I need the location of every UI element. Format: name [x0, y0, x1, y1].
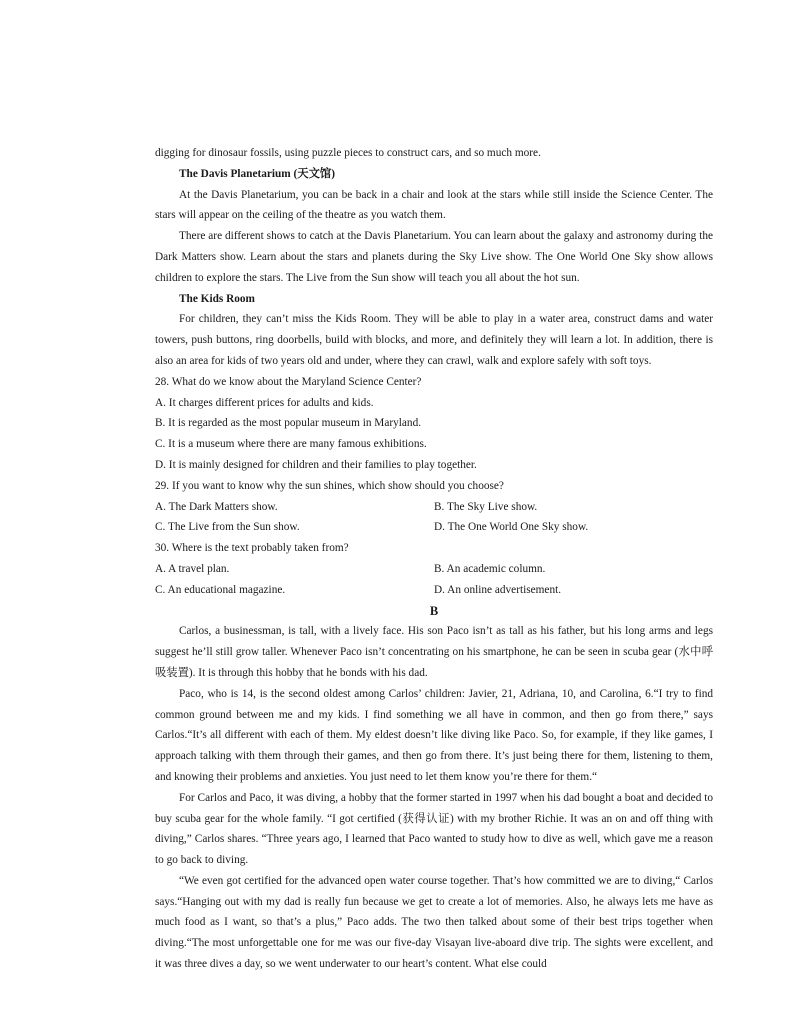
question-29-option-a: A. The Dark Matters show. [155, 500, 278, 513]
question-30-option-a: A. A travel plan. [155, 562, 230, 575]
question-28-stem: 28. What do we know about the Maryland Science Center? [155, 375, 422, 388]
question-30-options-row-1 [155, 559, 713, 580]
question-28-option-c: C. It is a museum where there are many famous exhibitions. [155, 438, 427, 451]
question-30-option-b: B. An academic column. [434, 562, 546, 575]
heading-kids-room: The Kids Room [179, 292, 255, 305]
question-28-option-b: B. It is regarded as the most popular museum in Maryland. [155, 417, 422, 430]
question-29-options-row-2 [155, 517, 713, 538]
question-30-option-c: C. An educational magazine. [155, 583, 286, 596]
question-30-stem: 30. Where is the text probably taken from? [155, 542, 349, 555]
question-28-option-a: A. It charges different prices for adults and kids. [155, 396, 374, 409]
paragraph-planetarium-shows: There are different shows to catch at the Davis Planetarium. You can learn about the galaxy and astronomy during the Dark Matters show. Learn about the stars and planets during the Sky Live show. The One World One Sky show allows children to explore the stars. The Live from the Sun show will teach you all about the hot sun. [155, 230, 713, 284]
paragraph-continuation: digging for dinosaur fossils, using puzzle pieces to construct cars, and so much more. [155, 147, 541, 159]
question-28-option-d: D. It is mainly designed for children and their families to play together. [155, 458, 477, 471]
question-30-options-row-2 [155, 580, 713, 601]
question-29-options-row-1 [155, 497, 713, 518]
paragraph-carlos-intro: Carlos, a businessman, is tall, with a lively face. His son Paco isn’t as tall as his father, but his long arms and legs suggest he’ll still grow taller. Whenever Paco isn’t concentrating on his smartphone, he can be seen in scuba gear (水中呼吸装置). It is through this hobby that he bonds with his dad. [155, 625, 713, 679]
heading-davis-planetarium: The Davis Planetarium (天文馆) [179, 167, 335, 180]
paragraph-kids-room: For children, they can’t miss the Kids Room. They will be able to play in a water area, construct dams and water towers, push buttons, ring doorbells, build with blocks, and more, and definitely they will learn a lot. In addition, there is also an area for kids of two years old and under, where they can crawl, walk and explore safely with soft toys. [155, 313, 713, 367]
exam-page [155, 143, 713, 975]
question-29-stem: 29. If you want to know why the sun shines, which show should you choose? [155, 479, 504, 492]
question-30-option-d: D. An online advertisement. [434, 583, 562, 596]
question-29-option-b: B. The Sky Live show. [434, 500, 538, 513]
paragraph-diving-hobby: For Carlos and Paco, it was diving, a hobby that the former started in 1997 when his dad bought a boat and decided to buy scuba gear for the whole family. “I got certified (获得认证) with my brother Richie. It was an on and off thing with diving,” Carlos shares. “Three years ago, I learned that Paco wanted to study how to dive as well, which gave me a reason to go back to diving. [155, 791, 713, 867]
paragraph-certified-together: “We even got certified for the advanced open water course together. That’s how committed we are to diving,“ Carlos says.“Hanging out with my dad is really fun because we get to create a lot of memories. Also, he always lets me have as much food as I want, so that’s a plus,” Paco adds. The two then talked about some of their best trips together when diving.“The most unforgettable one for me was our five-day Visayan live-aboard dive trip. The sights were excellent, and it was three dives a day, so we went underwater to our heart’s content. What else could [155, 874, 713, 971]
question-29-option-c: C. The Live from the Sun show. [155, 521, 300, 534]
section-label-b: B [429, 603, 439, 618]
paragraph-carlos-children: Paco, who is 14, is the second oldest among Carlos’ children: Javier, 21, Adriana, 10, and Carolina, 6.“I try to find common ground between me and my kids. I find something we all have in common, and then go from there,” says Carlos.“It’s all different with each of them. My eldest doesn’t like diving like Paco. So, for example, if they like games, I approach talking with them through their games, and then go from there. It’s just being there for them, listening to them, and knowing their problems and anxieties. You just need to let them know you’re there for them.“ [155, 687, 713, 783]
question-29-option-d: D. The One World One Sky show. [434, 521, 589, 534]
paragraph-planetarium-intro: At the Davis Planetarium, you can be back in a chair and look at the stars while still inside the Science Center. The stars will appear on the ceiling of the theatre as you watch them. [155, 188, 713, 222]
